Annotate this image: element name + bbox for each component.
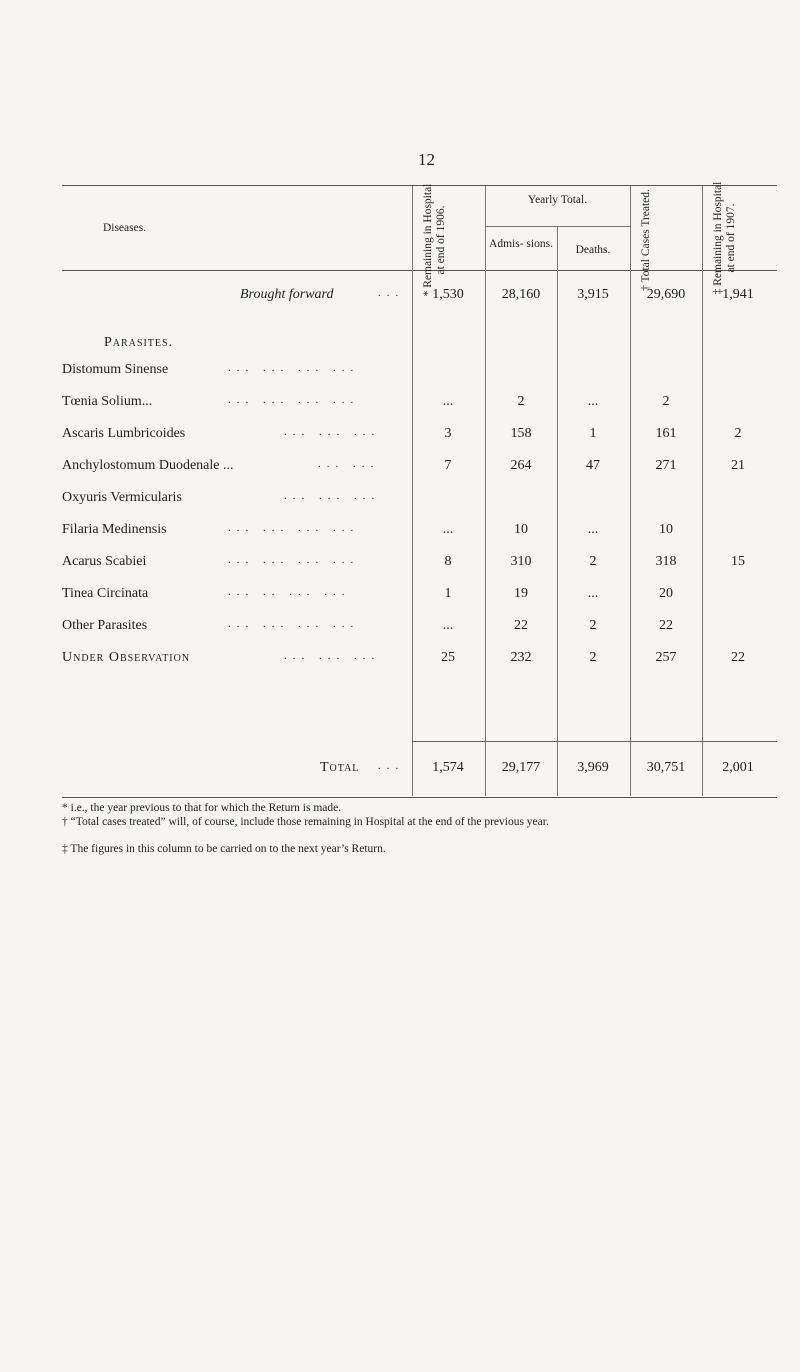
total-remaining-end: 2,001: [722, 760, 754, 775]
table-row: [0, 458, 800, 482]
leader-dots: ... ... ... ...: [228, 618, 360, 630]
leader-dots: ... ... ... ...: [228, 394, 360, 406]
cell-admissions: 28,160: [501, 287, 541, 302]
cell-total-treated: 10: [659, 522, 673, 537]
cell-deaths: ...: [587, 586, 599, 601]
cell-remaining-start: ...: [442, 394, 454, 409]
cell-admissions: 22: [514, 618, 528, 633]
cell-remaining-end: 15: [731, 554, 745, 569]
table-bottom-rule: [62, 797, 777, 798]
page-number: 12: [418, 150, 435, 169]
row-label: Tœnia Solium...: [62, 394, 153, 409]
cell-deaths: 47: [586, 458, 600, 473]
header-diseases: Diseases.: [102, 222, 147, 234]
cell-admissions: 264: [510, 458, 532, 473]
leader-dots: ...: [378, 287, 405, 299]
table-row: [0, 426, 800, 450]
cell-deaths: 2: [589, 650, 597, 665]
table-row: [0, 287, 800, 311]
cell-admissions: 19: [514, 586, 528, 601]
cell-remaining-end: 21: [731, 458, 745, 473]
row-label: Tinea Circinata: [62, 586, 149, 601]
cell-admissions: 10: [514, 522, 528, 537]
table-row: [0, 522, 800, 546]
leader-dots: ... ... ...: [284, 650, 381, 662]
table-row: [0, 335, 800, 359]
cell-deaths: 1: [589, 426, 597, 441]
cell-remaining-start: 8: [444, 554, 452, 569]
cell-total-treated: 257: [655, 650, 677, 665]
cell-remaining-end: 2: [734, 426, 742, 441]
cell-admissions: 158: [510, 426, 532, 441]
leader-dots: ... ... ... ...: [228, 362, 360, 374]
total-label: Total: [320, 760, 360, 775]
row-label: Ascaris Lumbricoides: [62, 426, 186, 441]
total-top-rule: [412, 741, 777, 742]
table-row: [0, 554, 800, 578]
leader-dots: ... ...: [318, 458, 380, 470]
header-total-treated: † Total Cases Treated.: [640, 189, 652, 291]
row-label: Brought forward: [240, 287, 334, 302]
cell-remaining-start: 1: [444, 586, 452, 601]
cell-deaths: ...: [587, 522, 599, 537]
row-label: Oxyuris Vermicularis: [62, 490, 182, 505]
cell-total-treated: 20: [659, 586, 673, 601]
cell-deaths: 2: [589, 554, 597, 569]
table-row: [0, 618, 800, 642]
leader-dots: ... ... ... ...: [228, 554, 360, 566]
section-heading: Parasites.: [104, 335, 174, 350]
header-deaths: Deaths.: [575, 244, 611, 256]
leader-dots: ...: [378, 760, 405, 772]
footnote: † “Total cases treated” will, of course, include those remaining in Hospital at the end of the previous year.: [62, 816, 549, 828]
row-label: Other Parasites: [62, 618, 148, 633]
total-deaths: 3,969: [577, 760, 609, 775]
header-remaining-start: * Remaining in Hospital at end of 1906.: [422, 183, 447, 297]
cell-total-treated: 22: [659, 618, 673, 633]
cell-remaining-start: 1,530: [432, 287, 464, 302]
table-row: [0, 490, 800, 514]
subheader-rule: [485, 226, 630, 227]
cell-total-treated: 161: [655, 426, 677, 441]
cell-admissions: 232: [510, 650, 532, 665]
leader-dots: ... ... ...: [284, 490, 381, 502]
table-row: [0, 394, 800, 418]
leader-dots: ... .. ... ...: [228, 586, 351, 598]
row-label: Acarus Scabiei: [62, 554, 147, 569]
header-yearly-total: Yearly Total.: [527, 194, 588, 206]
row-label: Under Observation: [62, 650, 191, 665]
total-row: [0, 760, 800, 784]
cell-total-treated: 271: [655, 458, 677, 473]
total-treated: 30,751: [646, 760, 686, 775]
cell-admissions: 310: [510, 554, 532, 569]
cell-deaths: ...: [587, 394, 599, 409]
footnote: ‡ The figures in this column to be carried on to the next year’s Return.: [62, 843, 386, 855]
row-label: Anchylostomum Duodenale ...: [62, 458, 234, 473]
cell-total-treated: 318: [655, 554, 677, 569]
leader-dots: ... ... ... ...: [228, 522, 360, 534]
cell-remaining-start: 25: [441, 650, 455, 665]
cell-admissions: 2: [517, 394, 525, 409]
footnote: * i.e., the year previous to that for which the Return is made.: [62, 802, 342, 814]
table-row: [0, 650, 800, 674]
cell-remaining-start: ...: [442, 618, 454, 633]
cell-remaining-start: ...: [442, 522, 454, 537]
row-label: Filaria Medinensis: [62, 522, 167, 537]
table-row: [0, 586, 800, 610]
table-row: [0, 362, 800, 386]
cell-deaths: 2: [589, 618, 597, 633]
cell-remaining-start: 3: [444, 426, 452, 441]
cell-remaining-end: 22: [731, 650, 745, 665]
cell-total-treated: 2: [662, 394, 670, 409]
cell-remaining-end: 1,941: [722, 287, 754, 302]
row-label: Distomum Sinense: [62, 362, 169, 377]
total-admissions: 29,177: [501, 760, 541, 775]
leader-dots: ... ... ...: [284, 426, 381, 438]
header-admissions: Admis- sions.: [489, 238, 553, 250]
header-remaining-end: ‡ Remaining in Hospital at end of 1907.: [712, 181, 737, 295]
total-remaining-start: 1,574: [432, 760, 464, 775]
cell-remaining-start: 7: [444, 458, 452, 473]
cell-deaths: 3,915: [577, 287, 609, 302]
cell-total-treated: 29,690: [646, 287, 686, 302]
